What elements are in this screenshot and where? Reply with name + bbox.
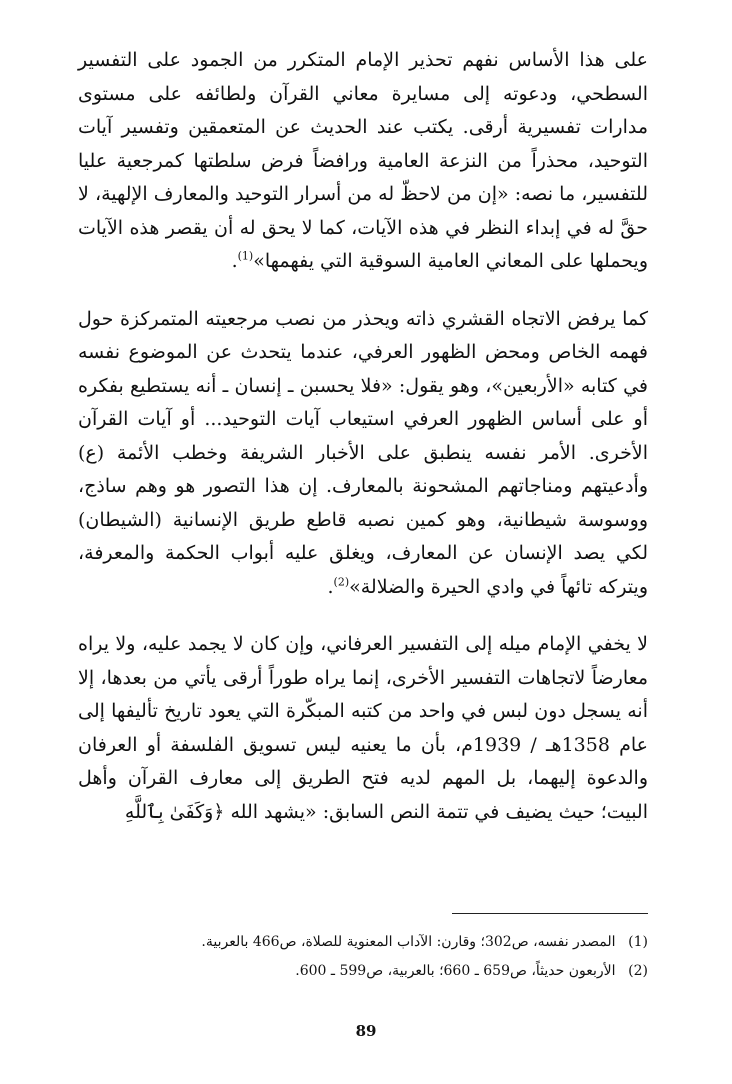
- paragraph-3: [78, 628, 648, 829]
- footnote-text: المصدر نفسه، ص302؛ وقارن: الآداب المعنوية للصلاة، ص466 بالعربية.: [201, 934, 616, 950]
- footnote-ref-2[interactable]: (2): [333, 575, 350, 589]
- paragraph-tail: .: [327, 575, 334, 598]
- footnote-number: (2): [628, 963, 648, 979]
- paragraph-2: [78, 303, 648, 605]
- footnote-1: [78, 928, 648, 957]
- main-text: [78, 44, 648, 829]
- footnote-text: الأربعون حديثاً، ص659 ـ 660؛ بالعربية، ص599 ـ 600.: [295, 963, 616, 979]
- footnote-divider: [452, 913, 648, 914]
- footnote-ref-1[interactable]: (1): [237, 249, 254, 263]
- footnote-number: (1): [628, 934, 648, 950]
- paragraph-1: [78, 44, 648, 279]
- page-number: 89: [355, 1022, 377, 1040]
- paragraph-text: لا يخفي الإمام ميله إلى التفسير العرفاني، وإن كان لا يجمد عليه، ولا يراه معارضاً لاتجاهات التفسير الأخرى، إنما يراه طوراً أرقى يأتي من بعدها، إلا أنه يسجل دون لبس في واحد من كتبه المبكّرة التي يعود تاريخ تأليفها إلى عام 1358هـ / 1939م، بأن ما يعنيه ليس تسويق الفلسفة أو العرفان والدعوة إليهما، بل المهم لديه فتح الطريق إلى معارف القرآن وأهل البيت؛ حيث يضيف في تتمة النص السابق: «يشهد الله ﴿وَكَفَىٰ بِٱللَّهِ: [78, 633, 648, 823]
- paragraph-text: كما يرفض الاتجاه القشري ذاته ويحذر من نصب مرجعيته المتمركزة حول فهمه الخاص ومحض الظهور العرفي، عندما يتحدث عن الموضوع نفسه في كتابه «الأربعين»، وهو يقول: «فلا يحسبن ـ إنسان ـ أنه يستطيع بفكره أو على أساس الظهور العرفي استيعاب آيات التوحيد... أو آيات القرآن الأخرى. الأمر نفسه ينطبق على الأخبار الشريفة وخطب الأئمة (ع) وأدعيتهم ومناجاتهم المشحونة بالمعارف. إن هذا التصور هو وهم ساذج، ووسوسة شيطانية، وهو كمين نصبه قاطع طريق الإنسانية (الشيطان) لكي يصد الإنسان عن المعارف، ويغلق عليه أبواب الحكمة والمعرفة، ويتركه تائهاً في وادي الحيرة والضلالة»: [78, 307, 648, 598]
- paragraph-tail: .: [231, 250, 238, 272]
- paragraph-text: على هذا الأساس نفهم تحذير الإمام المتكرر من الجمود على التفسير السطحي، ودعوته إلى مسايرة معاني القرآن ولطائفه على مستوى مدارات تفسيرية أرقى. يكتب عند الحديث عن المتعمقين وتفسير آيات التوحيد، محذراً من النزعة العامية ورافضاً فرض سلطتها كمرجعية عليا للتفسير، ما نصه: «إن من لاحظّ له من أسرار التوحيد والمعارف الإلهية، لا حقَّ له في إبداء النظر في هذه الآيات، كما لا يحق له أن يقصر هذه الآيات ويحملها على المعاني العامية السوقية التي يفهمها»: [78, 49, 648, 272]
- footnotes: [78, 928, 648, 986]
- footnote-2: [78, 957, 648, 986]
